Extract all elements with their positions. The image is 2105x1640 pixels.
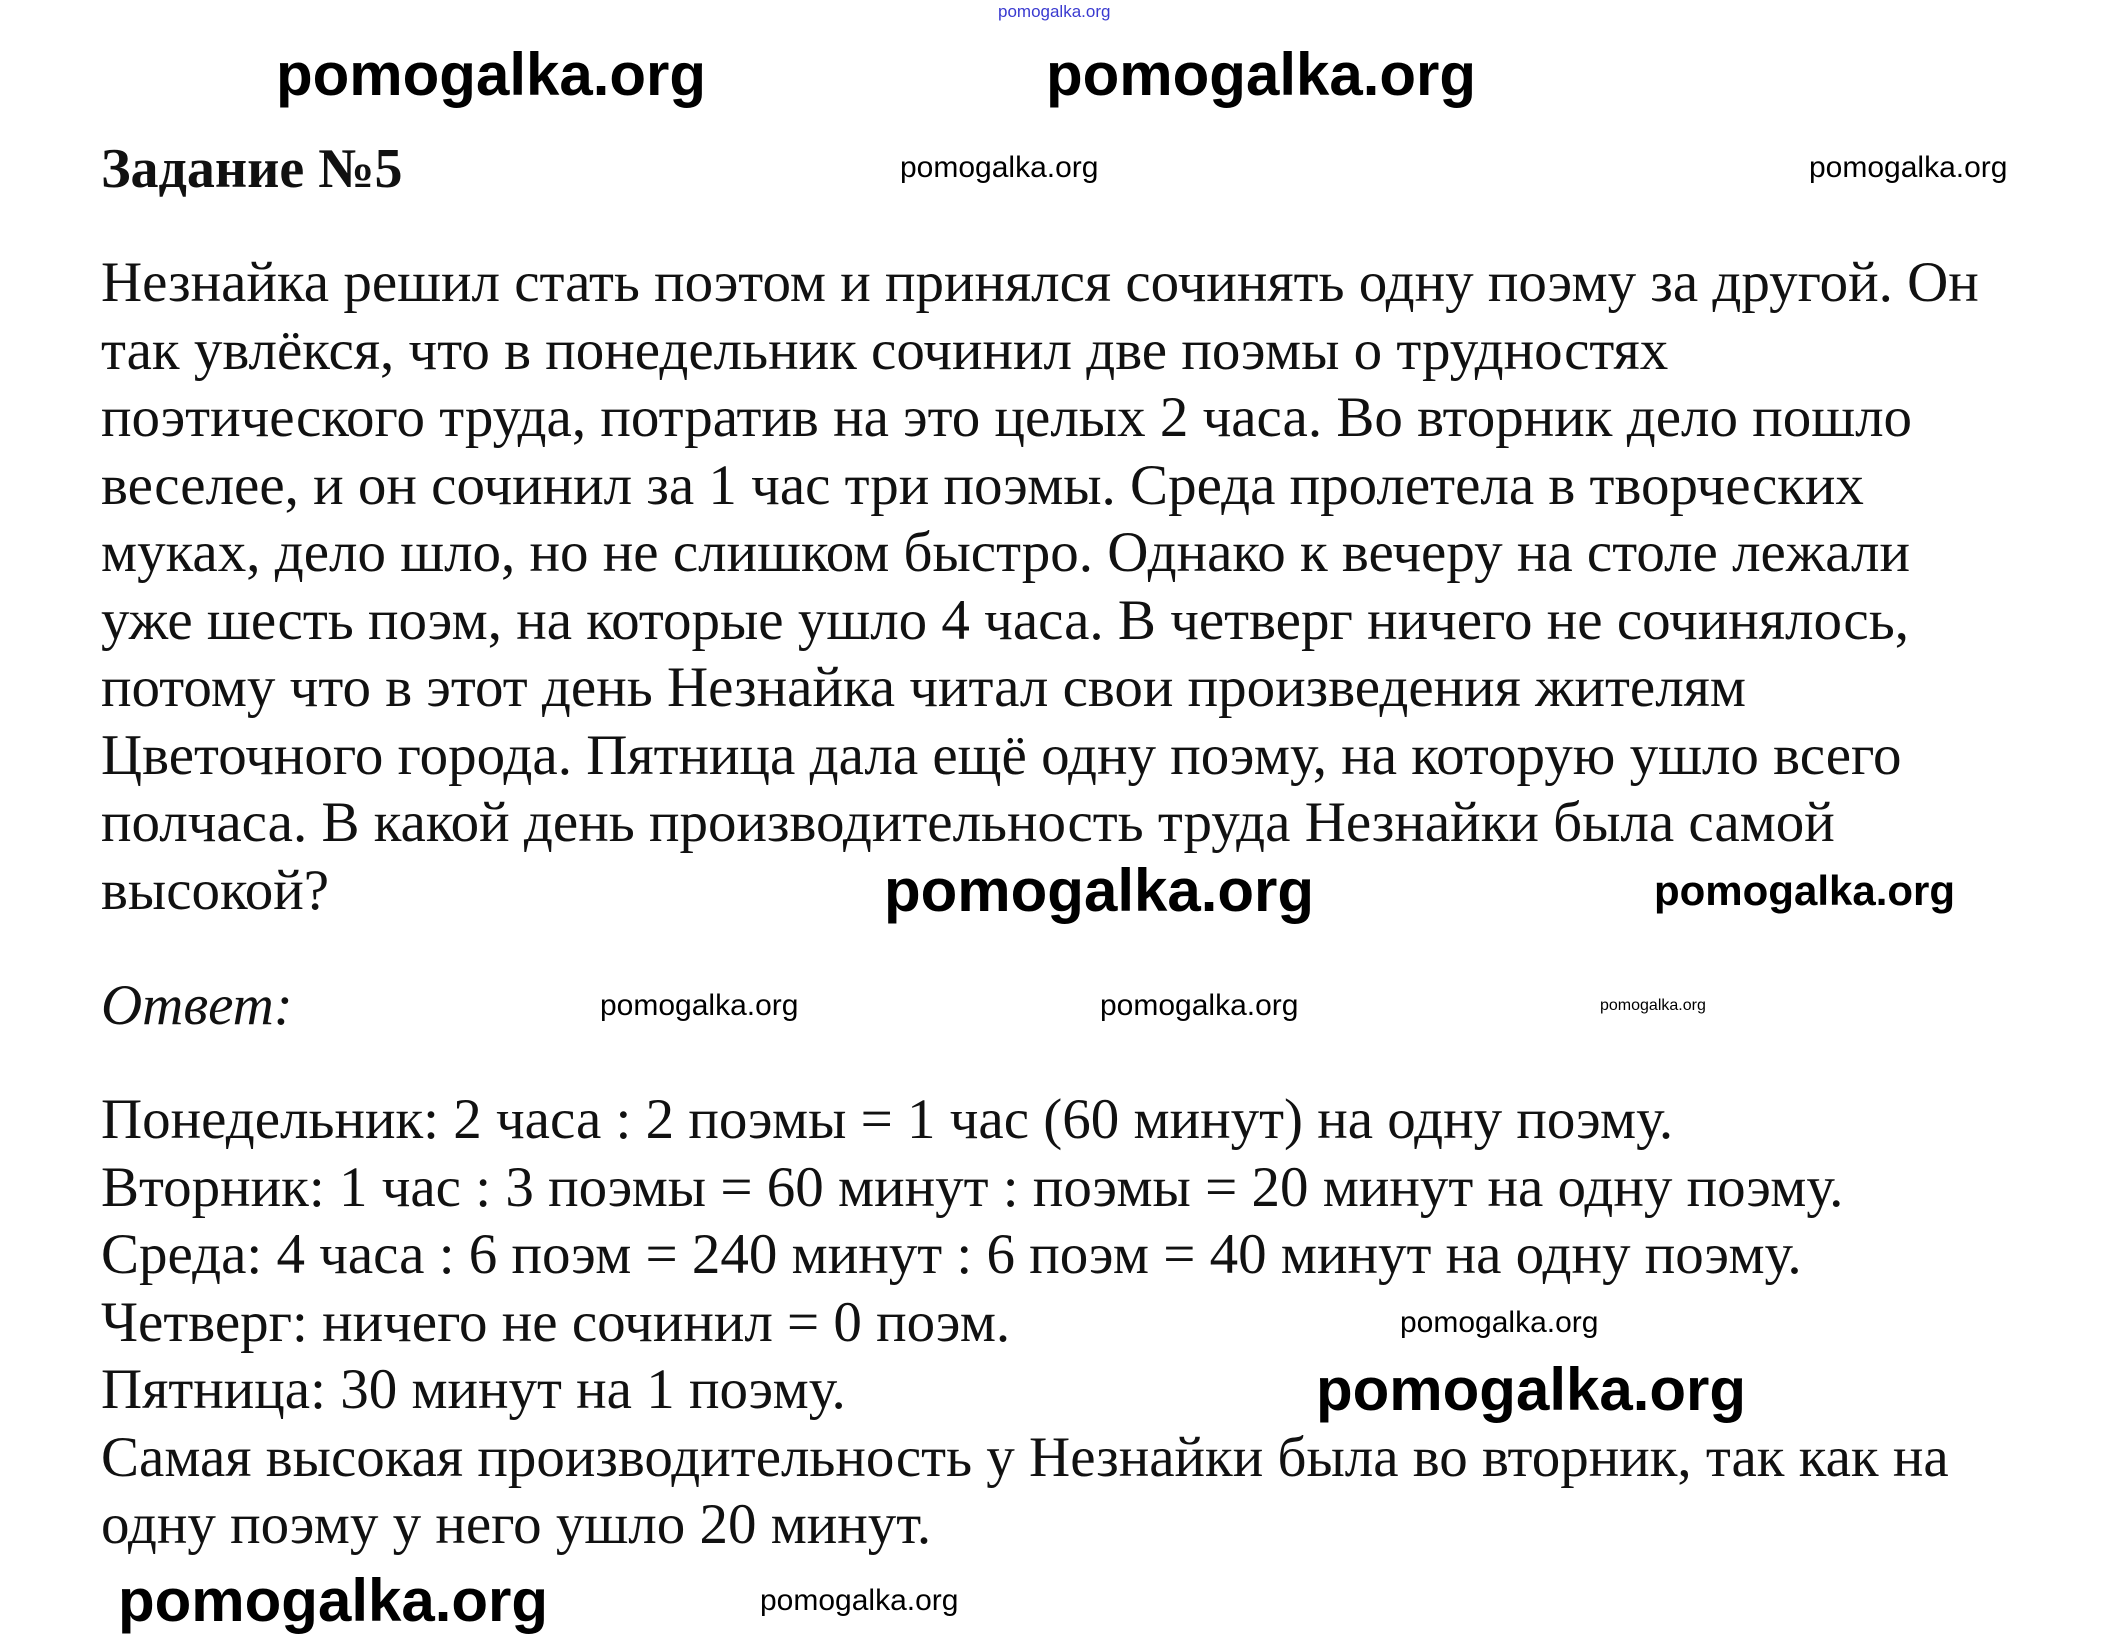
watermark: pomogalka.org bbox=[1654, 867, 1956, 914]
problem-line: полчаса. В какой день производительность труда Незнайки была самой bbox=[101, 791, 1835, 854]
answer-line: Самая высокая производительность у Незнайки была во вторник, так как на bbox=[101, 1426, 1949, 1489]
problem-line: веселее, и он сочинил за 1 час три поэмы. Среда пролетела в творческих bbox=[101, 454, 1864, 517]
problem-line: так увлёкся, что в понедельник сочинил две поэмы о трудностях bbox=[101, 319, 1669, 382]
problem-line: потому что в этот день Незнайка читал свои произведения жителям bbox=[101, 656, 1746, 719]
problem-line: Цветочного города. Пятница дала ещё одну поэму, на которую ушло всего bbox=[101, 724, 1902, 787]
watermark: pomogalka.org bbox=[1100, 989, 1299, 1022]
watermark: pomogalka.org bbox=[1400, 1306, 1599, 1339]
answer-label: Ответ: bbox=[101, 974, 293, 1037]
watermark: pomogalka.org bbox=[1316, 1356, 1747, 1423]
answer-line: Понедельник: 2 часа : 2 поэмы = 1 час (60 минут) на одну поэму. bbox=[101, 1088, 1674, 1151]
watermark: pomogalka.org bbox=[1809, 151, 2008, 184]
watermark: pomogalka.org bbox=[760, 1584, 959, 1617]
answer-line: Пятница: 30 минут на 1 поэму. bbox=[101, 1358, 846, 1421]
watermark: pomogalka.org bbox=[1600, 997, 1706, 1014]
answer-line: Вторник: 1 час : 3 поэмы = 60 минут : поэмы = 20 минут на одну поэму. bbox=[101, 1156, 1844, 1219]
watermark: pomogalka.org bbox=[600, 989, 799, 1022]
answer-line: Среда: 4 часа : 6 поэм = 240 минут : 6 поэм = 40 минут на одну поэму. bbox=[101, 1223, 1802, 1286]
problem-line: муках, дело шло, но не слишком быстро. Однако к вечеру на столе лежали bbox=[101, 521, 1910, 584]
task-title: Задание №5 bbox=[101, 138, 403, 200]
watermark: pomogalka.org bbox=[900, 151, 1099, 184]
watermark: pomogalka.org bbox=[276, 41, 707, 108]
answer-line: Четверг: ничего не сочинил = 0 поэм. bbox=[101, 1291, 1011, 1354]
problem-line: поэтического труда, потратив на это целых 2 часа. Во вторник дело пошло bbox=[101, 386, 1913, 449]
watermark: pomogalka.org bbox=[1046, 41, 1477, 108]
problem-line: уже шесть поэм, на которые ушло 4 часа. В четверг ничего не сочинялось, bbox=[101, 589, 1909, 652]
problem-line: высокой? bbox=[101, 859, 330, 922]
watermark: pomogalka.org bbox=[118, 1567, 549, 1634]
watermark: pomogalka.org bbox=[884, 857, 1315, 924]
header-watermark[interactable]: pomogalka.org bbox=[998, 2, 1111, 21]
problem-line: Незнайка решил стать поэтом и принялся сочинять одну поэму за другой. Он bbox=[101, 251, 1979, 314]
answer-line: одну поэму у него ушло 20 минут. bbox=[101, 1493, 932, 1556]
